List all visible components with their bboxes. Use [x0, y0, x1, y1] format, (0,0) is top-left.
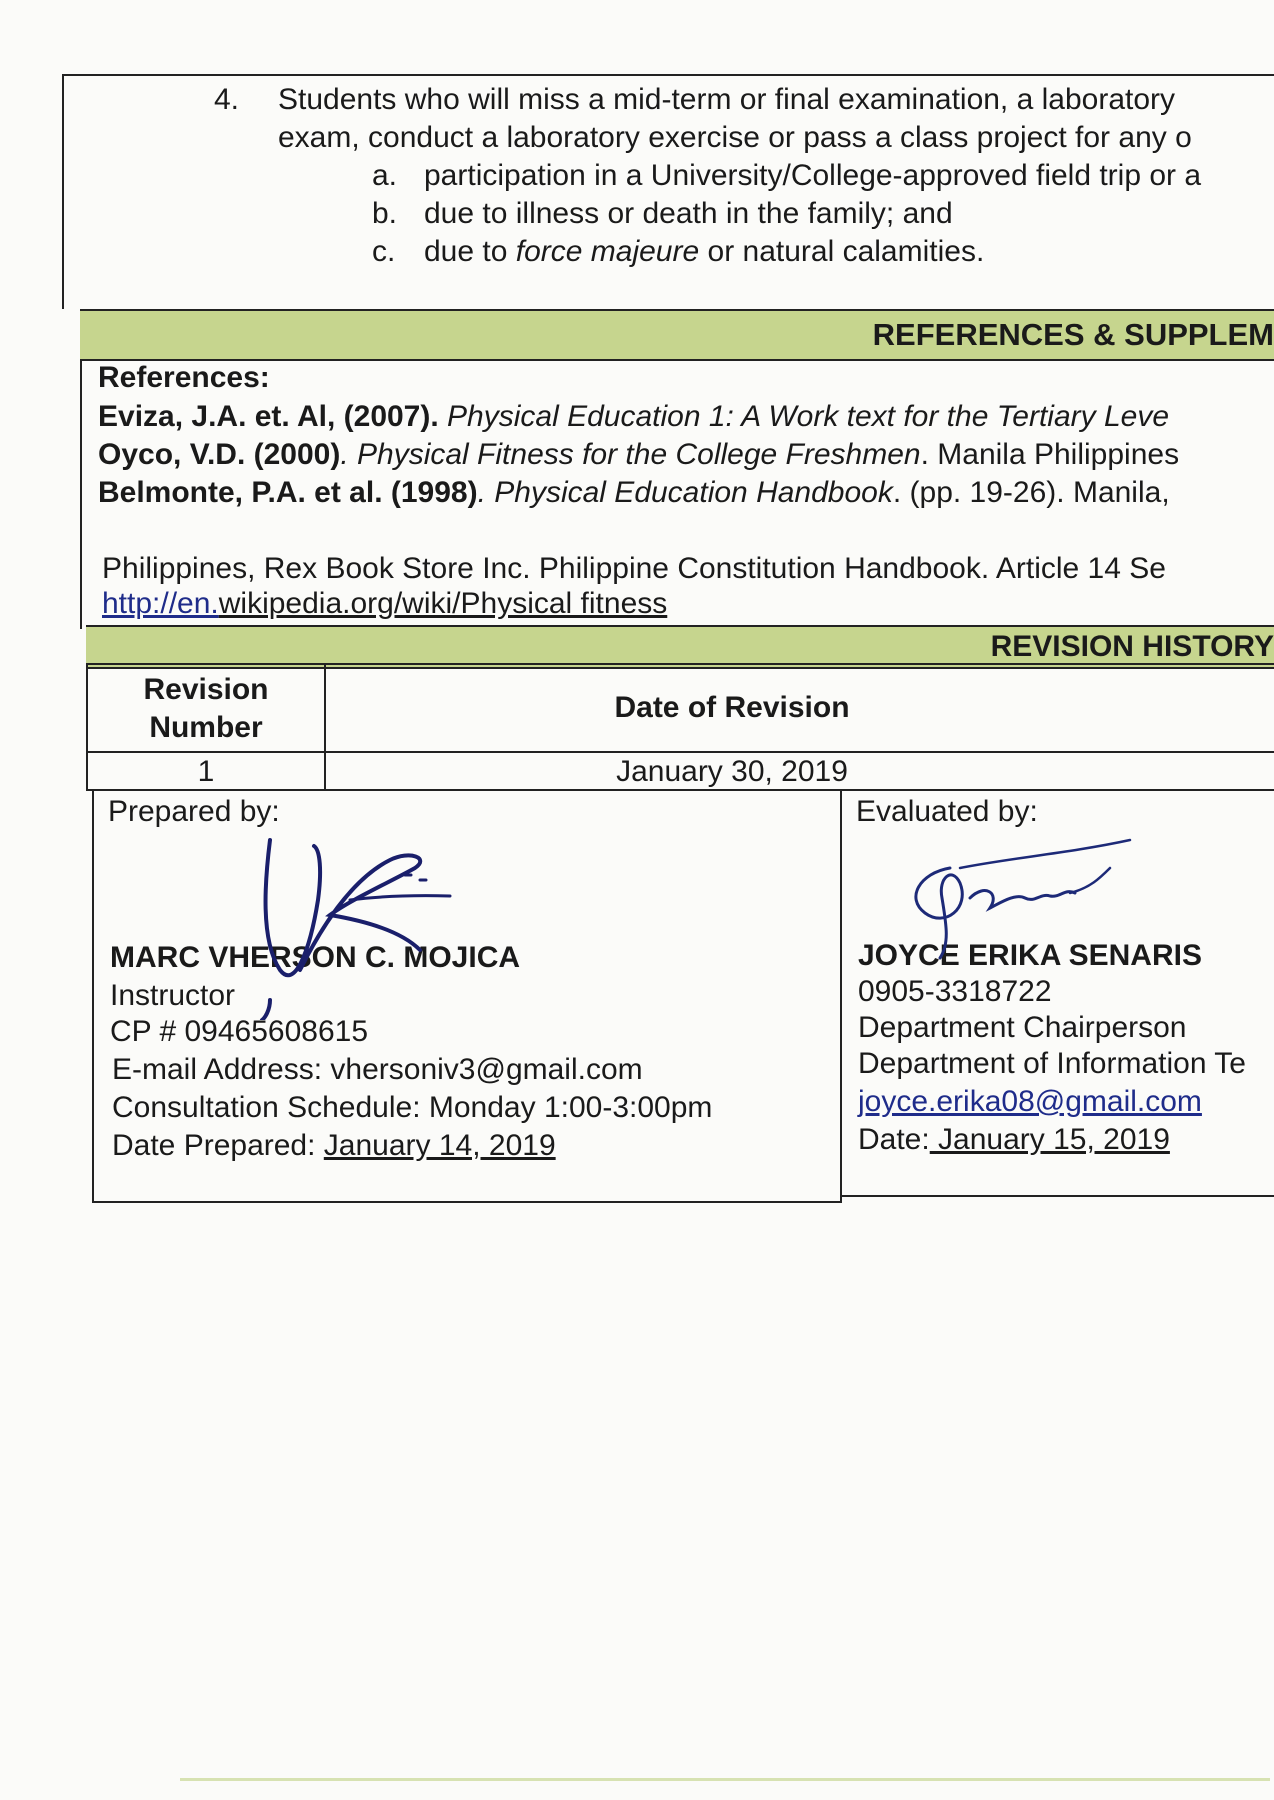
prepared-name: MARC VHERSON C. MOJICA — [110, 941, 521, 974]
references-band — [80, 309, 1274, 361]
reference-2-title: . Physical Fitness for the College Freshmen — [340, 438, 921, 471]
reference-2-author: Oyco, V.D. (2000) — [98, 438, 341, 471]
revision-band-title: REVISION HISTORY — [990, 630, 1274, 663]
reference-1-title: Physical Education 1: A Work text for the Tertiary Leve — [438, 400, 1170, 433]
reference-1-author: Eviza, J.A. et. Al, (2007). — [98, 400, 439, 433]
policy-subitem-b-marker: b. — [372, 197, 398, 230]
prepared-date — [112, 1128, 556, 1164]
policy-subitem-b-text: due to illness or death in the family; and — [424, 197, 953, 230]
prepared-date-label: Date Prepared: — [112, 1129, 324, 1162]
prepared-label: Prepared by: — [108, 795, 280, 828]
reference-link[interactable]: http://en. — [102, 587, 219, 620]
evaluated-date-label: Date: — [858, 1123, 930, 1156]
reference-3-author: Belmonte, P.A. et al. (1998) — [98, 476, 478, 509]
reference-entry-1 — [98, 399, 1169, 435]
revision-header-number-cell — [86, 663, 326, 753]
reference-entry-3 — [98, 475, 1170, 511]
policy-subitem-c-text — [424, 234, 984, 270]
policy-subitem-c-italic: force majeure — [515, 235, 700, 268]
policy-subitem-c-pre: due to — [424, 235, 516, 268]
evaluated-phone: 0905-3318722 — [858, 975, 1052, 1008]
prepared-email: E-mail Address: vhersoniv3@gmail.com — [112, 1053, 643, 1086]
prepared-date-value: January 14, 2019 — [323, 1129, 556, 1162]
policy-line-1: Students who will miss a mid-term or final examination, a laboratory — [278, 83, 1176, 116]
prepared-schedule: Consultation Schedule: Monday 1:00-3:00pm — [112, 1091, 713, 1124]
evaluated-dept: Department of Information Te — [858, 1047, 1246, 1080]
revision-header-date-cell — [324, 663, 1274, 753]
evaluated-role: Department Chairperson — [858, 1011, 1187, 1044]
policy-subitem-c-post: or natural calamities. — [699, 235, 985, 268]
revision-row-number-cell — [86, 751, 326, 791]
bottom-edge-line — [180, 1778, 1270, 1781]
reference-entry-2 — [98, 437, 1179, 473]
references-heading: References: — [98, 361, 270, 394]
frame-left-border — [62, 74, 64, 309]
revision-header-number-line2: Number — [149, 711, 263, 744]
policy-subitem-a-marker: a. — [372, 159, 398, 192]
reference-link-rest: wikipedia.org/wiki/Physical fitness — [218, 587, 668, 620]
evaluated-email[interactable]: joyce.erika08@gmail.com — [858, 1085, 1202, 1118]
references-band-title: REFERENCES & SUPPLEM — [872, 317, 1274, 352]
policy-item-number: 4. — [214, 83, 240, 116]
revision-header-number-line1: Revision — [143, 673, 269, 706]
policy-subitem-a-text: participation in a University/College-approved field trip or a — [424, 159, 1202, 192]
reference-3-rest: . (pp. 19-26). Manila, — [892, 476, 1170, 509]
reference-link-line — [102, 586, 667, 622]
revision-row-date-cell — [324, 751, 1274, 791]
reference-3-title: . Physical Education Handbook — [477, 476, 893, 509]
evaluated-signature-image — [890, 838, 1150, 968]
revision-header-number — [88, 671, 324, 747]
prepared-signature-image — [240, 820, 470, 1020]
revision-row-number: 1 — [197, 755, 215, 788]
prepared-phone: CP # 09465608615 — [110, 1015, 369, 1048]
frame-top-border — [62, 74, 1274, 76]
evaluated-date — [858, 1122, 1170, 1158]
evaluated-name: JOYCE ERIKA SENARIS — [858, 939, 1202, 972]
policy-subitem-c-marker: c. — [372, 235, 396, 268]
policy-line-2: exam, conduct a laboratory exercise or pass a class project for any o — [278, 121, 1192, 154]
evaluated-label: Evaluated by: — [856, 795, 1038, 828]
revision-header-date: Date of Revision — [614, 691, 850, 724]
reference-extra-line: Philippines, Rex Book Store Inc. Philippine Constitution Handbook. Article 14 Se — [102, 552, 1166, 585]
revision-row-date: January 30, 2019 — [616, 755, 848, 788]
evaluated-date-value: January 15, 2019 — [929, 1123, 1170, 1156]
prepared-role: Instructor — [110, 979, 236, 1012]
reference-2-rest: . Manila Philippines — [920, 438, 1180, 471]
